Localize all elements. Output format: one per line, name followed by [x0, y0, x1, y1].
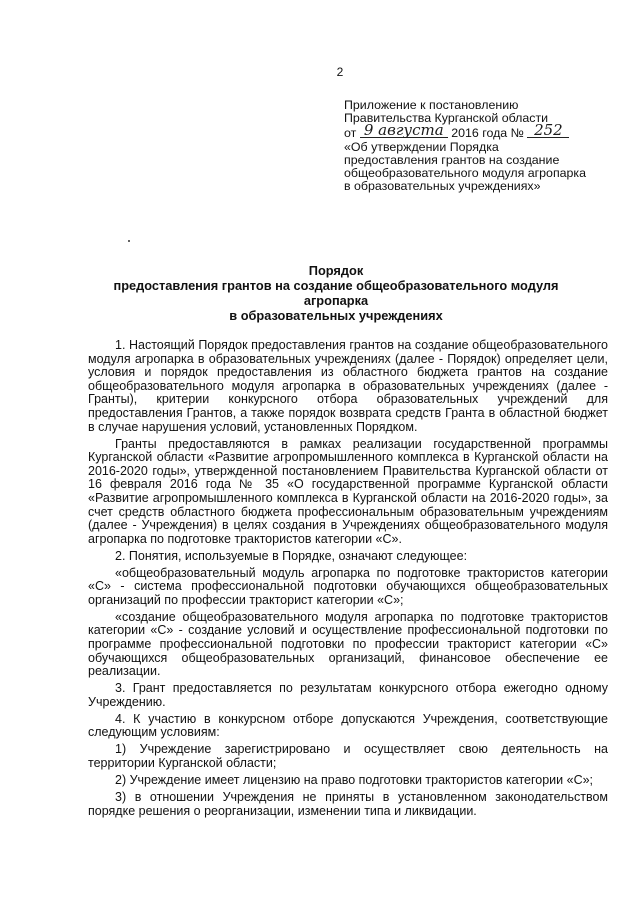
document-body — [88, 339, 608, 822]
document-title — [80, 263, 592, 323]
paragraph: 4. К участию в конкурсном отборе допускаются Учреждения, соответствующие следующим условиям: — [88, 711, 608, 740]
year-text: 2016 года № — [451, 126, 524, 141]
appendix-header — [344, 99, 614, 193]
title-line: в образовательных учреждениях — [229, 308, 443, 323]
paragraph: 2. Понятия, используемые в Порядке, означают следующее: — [115, 548, 468, 563]
paragraph: Гранты предоставляются в рамках реализации государственной программы Курганской области «Развитие агропромышленного комплекса в Курганской области на 2016-2020 годы», утвержденной постановлением Правительства Курганской области от 16 февраля 2016 года № 35 «О государственной программе Курганской области «Развитие агропромышленного комплекса в Курганской области на 2016-2020 годы», за счет средств областного бюджета профессиональным образовательным учреждениям (далее - Учреждения) в целях создания в Учреждениях общеобразовательного модуля агропарка по подготовке трактористов категории «С». — [88, 436, 608, 546]
handwritten-date: 9 августа — [360, 123, 448, 138]
appendix-line: в образовательных учреждениях» — [344, 179, 541, 194]
handwritten-number: 252 — [527, 123, 569, 138]
paragraph: «создание общеобразовательного модуля агропарка по подготовке трактористов категории «С» - создание условий и осуществление профессиональной подготовки по программе профессиональной подготовки по профессии тракторист категории «С» обучающихся общеобразовательных организаций, финансовое обеспечение ее реализации. — [88, 609, 608, 679]
paragraph: 1. Настоящий Порядок предоставления грантов на создание общеобразовательного модуля агропарка в образовательных учреждениях (далее - Порядок) определяет цели, условия и порядок предоставления из областного бюджета грантов на создание общеобразовательного модуля агропарка в образовательных учреждениях (далее - Гранты), критерии конкурсного отбора образовательных учреждений для предоставления Грантов, а также порядок возврата средств Гранта в областной бюджет в случае нарушения условий, установленных Порядком. — [88, 338, 608, 434]
appendix-line: общеобразовательного модуля агропарка — [344, 166, 587, 181]
paragraph: 1) Учреждение зарегистрировано и осуществляет свою деятельность на территории Курганской области; — [88, 742, 608, 770]
paragraph: 3) в отношении Учреждения не приняты в установленном законодательством порядке решения о реорганизации, изменении типа и ликвидации. — [88, 789, 608, 818]
paragraph: 3. Грант предоставляется по результатам конкурсного отбора ежегодно одному Учреждению. — [88, 681, 608, 709]
scan-speck — [128, 240, 130, 242]
from-label: от — [344, 126, 357, 141]
title-line: предоставления грантов на создание общеобразовательного модуля агропарка — [113, 278, 559, 308]
appendix-line: Приложение к постановлению — [344, 98, 519, 112]
title-line: Порядок — [308, 263, 364, 278]
appendix-line: Правительства Курганской области — [344, 111, 549, 126]
appendix-line: предоставления грантов на создание — [344, 152, 560, 167]
appendix-date-line — [344, 121, 614, 141]
page-number: 2 — [336, 65, 344, 79]
appendix-line: «Об утверждении Порядка — [344, 139, 499, 154]
paragraph: 2) Учреждение имеет лицензию на право подготовки трактористов категории «С»; — [115, 772, 594, 787]
paragraph: «общеобразовательный модуль агропарка по подготовке трактористов категории «С» - система профессиональной подготовки обучающихся общеобразовательных организаций по профессии тракторист категории «С»; — [88, 565, 608, 607]
